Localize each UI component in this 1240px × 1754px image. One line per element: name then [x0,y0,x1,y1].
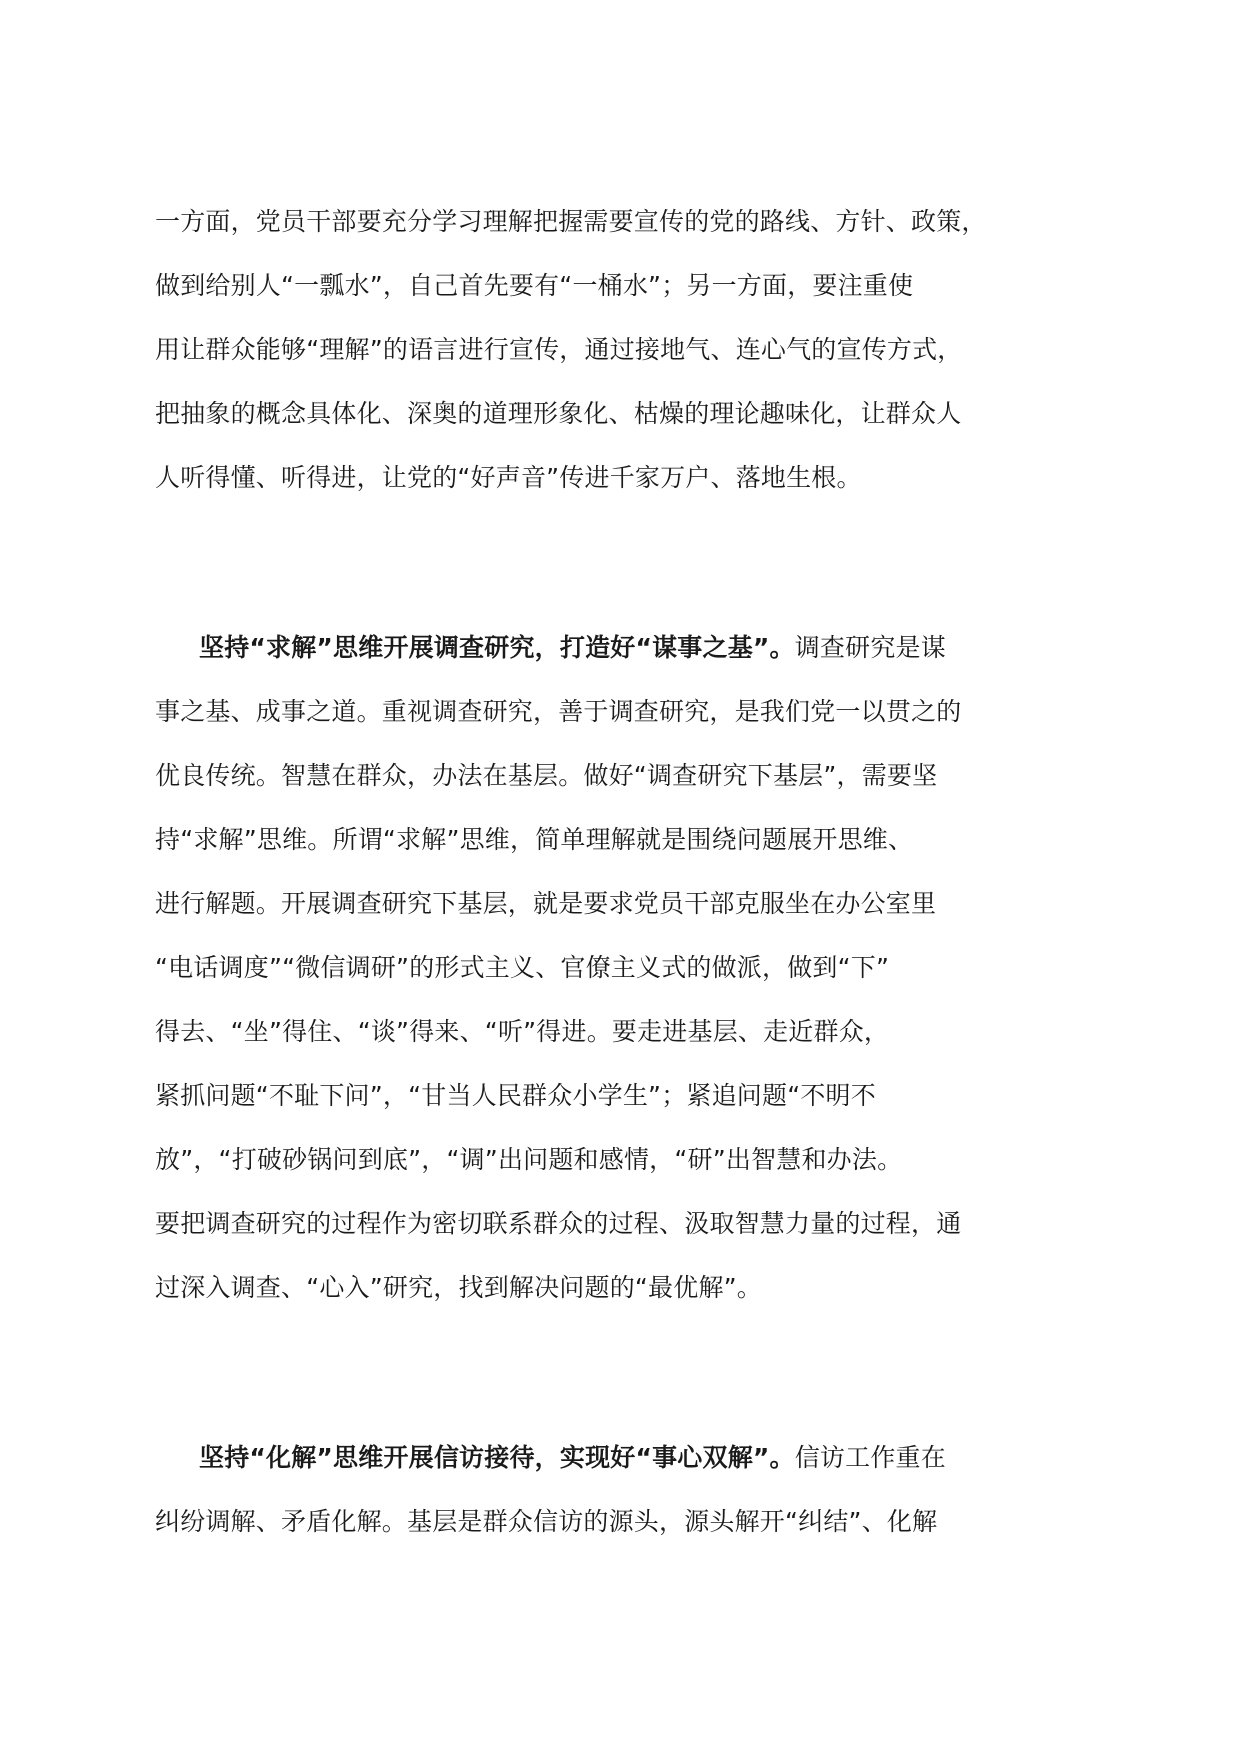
text-line: 人听得懂、听得进，让党的“好声音”传进千家万户、落地生根。 [155,463,862,492]
text-line: 纠纷调解、矛盾化解。基层是群众信访的源头，源头解开“纠结”、化解 [155,1507,938,1536]
paragraph-spacer [155,1320,1085,1426]
document-page [155,190,1085,1554]
paragraph-3 [155,1426,1085,1554]
paragraph-2 [155,616,1085,1320]
text-line: 放”，“打破砂锅问到底”，“调”出问题和感情，“研”出智慧和办法。 [155,1145,903,1174]
text-line: 要把调查研究的过程作为密切联系群众的过程、汲取智慧力量的过程，通 [155,1209,962,1238]
paragraph-1 [155,190,1085,510]
text-line: “电话调度”“微信调研”的形式主义、官僚主义式的做派，做到“下” [155,953,890,982]
text-line: 用让群众能够“理解”的语言进行宣传，通过接地气、连心气的宣传方式， [155,335,963,364]
text-line: 得去、“坐”得住、“谈”得来、“听”得进。要走进基层、走近群众， [155,1017,890,1046]
paragraph-heading: 坚持“求解”思维开展调查研究，打造好“谋事之基”。 [199,633,795,662]
text-line: 进行解题。开展调查研究下基层，就是要求党员干部克服坐在办公室里 [155,889,937,918]
text-line: 持“求解”思维。所谓“求解”思维，简单理解就是围绕问题展开思维、 [155,825,914,854]
text-line: 过深入调查、“心入”研究，找到解决问题的“最优解”。 [155,1273,763,1302]
text-line [155,616,1085,680]
paragraph-heading: 坚持“化解”思维开展信访接待，实现好“事心双解”。 [199,1443,795,1472]
text-line: 紧抓问题“不耻下问”，“甘当人民群众小学生”；紧追问题“不明不 [155,1081,876,1110]
text-line: 事之基、成事之道。重视调查研究，善于调查研究，是我们党一以贯之的 [155,697,962,726]
heading-continuation: 调查研究是谋 [794,633,946,662]
text-line: 优良传统。智慧在群众，办法在基层。做好“调查研究下基层”，需要坚 [155,761,938,790]
heading-continuation: 信访工作重在 [794,1443,946,1472]
text-line: 把抽象的概念具体化、深奥的道理形象化、枯燥的理论趣味化，让群众人 [155,399,962,428]
text-line: 一方面，党员干部要充分学习理解把握需要宣传的党的路线、方针、政策， [155,207,987,236]
paragraph-spacer [155,510,1085,616]
text-line: 做到给别人“一瓢水”，自己首先要有“一桶水”；另一方面，要注重使 [155,271,914,300]
text-line [155,1426,1085,1490]
